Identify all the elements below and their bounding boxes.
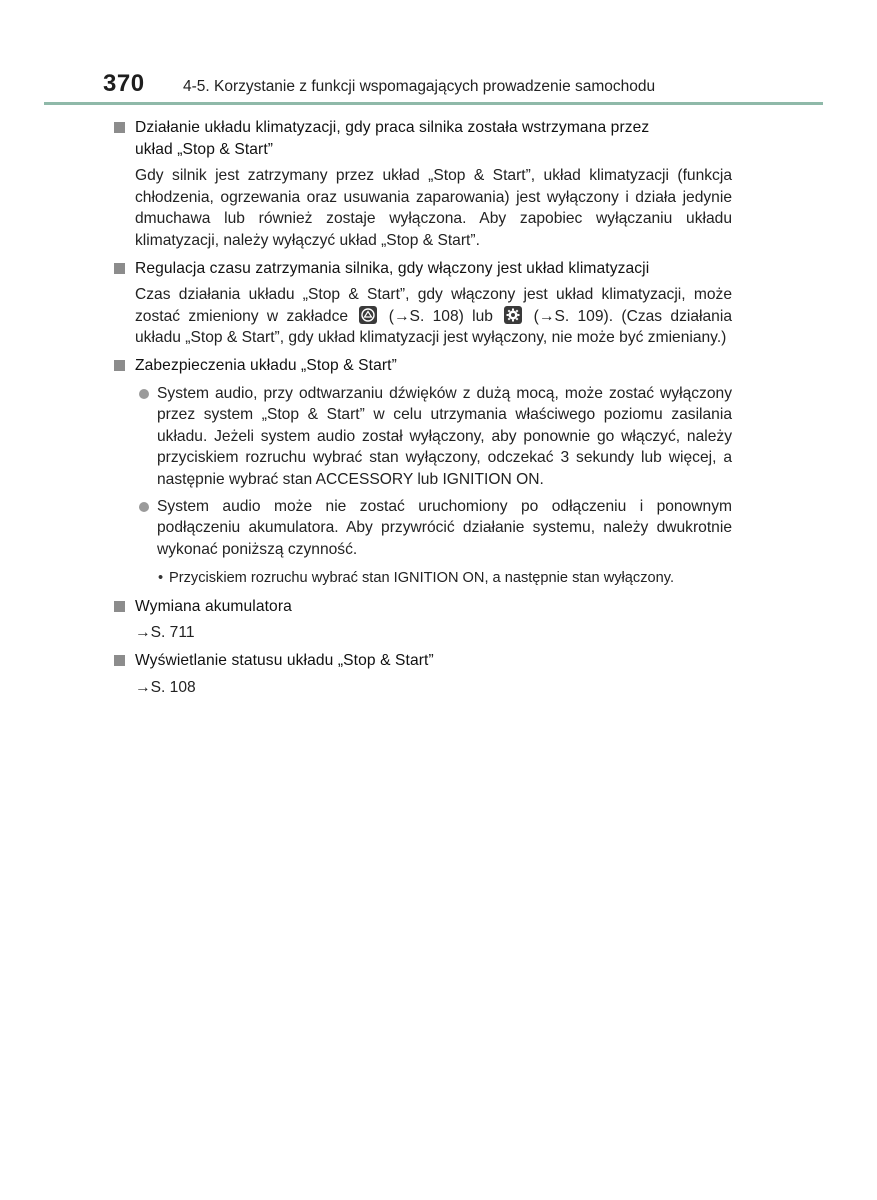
gray-square-icon xyxy=(114,601,125,612)
gray-square-icon xyxy=(114,122,125,133)
section-body xyxy=(112,284,732,349)
section-heading-text: Zabezpieczenia układu „Stop & Start” xyxy=(135,356,397,374)
section-heading xyxy=(112,258,732,280)
body-text-part3: (→S. 109). (Czas działania układu „Stop & Start”, gdy układ klimatyzacji jest wyłączony, nie może być zmieniany.) xyxy=(135,307,732,347)
gray-square-icon xyxy=(114,263,125,274)
section-heading xyxy=(112,650,732,672)
section-battery-replacement xyxy=(112,596,732,644)
page-reference: →S. 108 xyxy=(135,678,196,696)
vehicle-settings-tab-icon xyxy=(359,306,377,324)
gear-settings-tab-icon xyxy=(504,306,522,324)
page-reference: →S. 711 xyxy=(135,624,195,642)
gray-circle-icon xyxy=(139,389,149,399)
body-text-part2: (→S. 108) lub xyxy=(388,307,493,325)
chapter-title: 4-5. Korzystanie z funkcji wspomagających prowadzenie samochodu xyxy=(183,78,656,95)
section-heading xyxy=(112,117,732,160)
page-content xyxy=(112,117,732,702)
sub-list-item xyxy=(112,568,732,590)
section-engine-stop-time xyxy=(112,258,732,349)
list-item xyxy=(112,383,732,491)
gray-square-icon xyxy=(114,360,125,371)
section-heading-text: Regulacja czasu zatrzymania silnika, gdy włączony jest układ klimatyzacji xyxy=(135,259,650,277)
body-text-part1: Czas działania układu „Stop & Start”, gdy włączony jest układ klimatyzacji, może zostać zmieniony w zakładce xyxy=(135,286,732,325)
list-item-text: System audio, przy odtwarzaniu dźwięków z dużą mocą, może zostać wyłączony przez system „Stop & Start” w celu utrzymania właściwego poziomu zasilania układu. Jeżeli system audio został wyłączony, aby ponownie go włączyć, należy przyciskiem rozruchu wybrać stan wyłączony, odczekać 3 sekundy lub więcej, a następnie wybrać stan ACCESSORY lub IGNITION ON. xyxy=(157,384,732,488)
section-status-display xyxy=(112,650,732,698)
section-ac-stop-start xyxy=(112,117,732,252)
gray-square-icon xyxy=(114,655,125,666)
section-heading-line2: układ „Stop & Start” xyxy=(135,140,274,158)
section-heading xyxy=(112,596,732,618)
section-heading xyxy=(112,355,732,377)
page-number: 370 xyxy=(103,70,145,97)
section-body: Gdy silnik jest zatrzymany przez układ „Stop & Start”, układ klimatyzacji (funkcja chłodzenia, ogrzewania oraz usuwania zaparowania) jest wyłączony i działa jedynie dmuchawa lub również zostaje wyłączona. Aby zapobiec wyłączaniu układu klimatyzacji, należy wyłączyć układ „Stop & Start”. xyxy=(135,167,732,249)
header-divider xyxy=(44,102,823,105)
section-stop-start-protection xyxy=(112,355,732,590)
gray-circle-icon xyxy=(139,502,149,512)
sub-list-item-text: Przyciskiem rozruchu wybrać stan IGNITION ON, a następnie stan wyłączony. xyxy=(169,570,675,587)
list-item xyxy=(112,496,732,561)
section-heading-line1: Działanie układu klimatyzacji, gdy praca silnika została wstrzymana przez xyxy=(135,119,650,136)
section-heading-text: Wyświetlanie statusu układu „Stop & Start” xyxy=(135,652,434,670)
small-bullet-icon: • xyxy=(158,570,164,587)
section-heading-text: Wymiana akumulatora xyxy=(135,597,292,615)
list-item-text: System audio może nie zostać uruchomiony po odłączeniu i ponownym podłączeniu akumulatora. Aby przywrócić działanie systemu, należy dwukrotnie wykonać poniższą czynność. xyxy=(157,497,732,558)
